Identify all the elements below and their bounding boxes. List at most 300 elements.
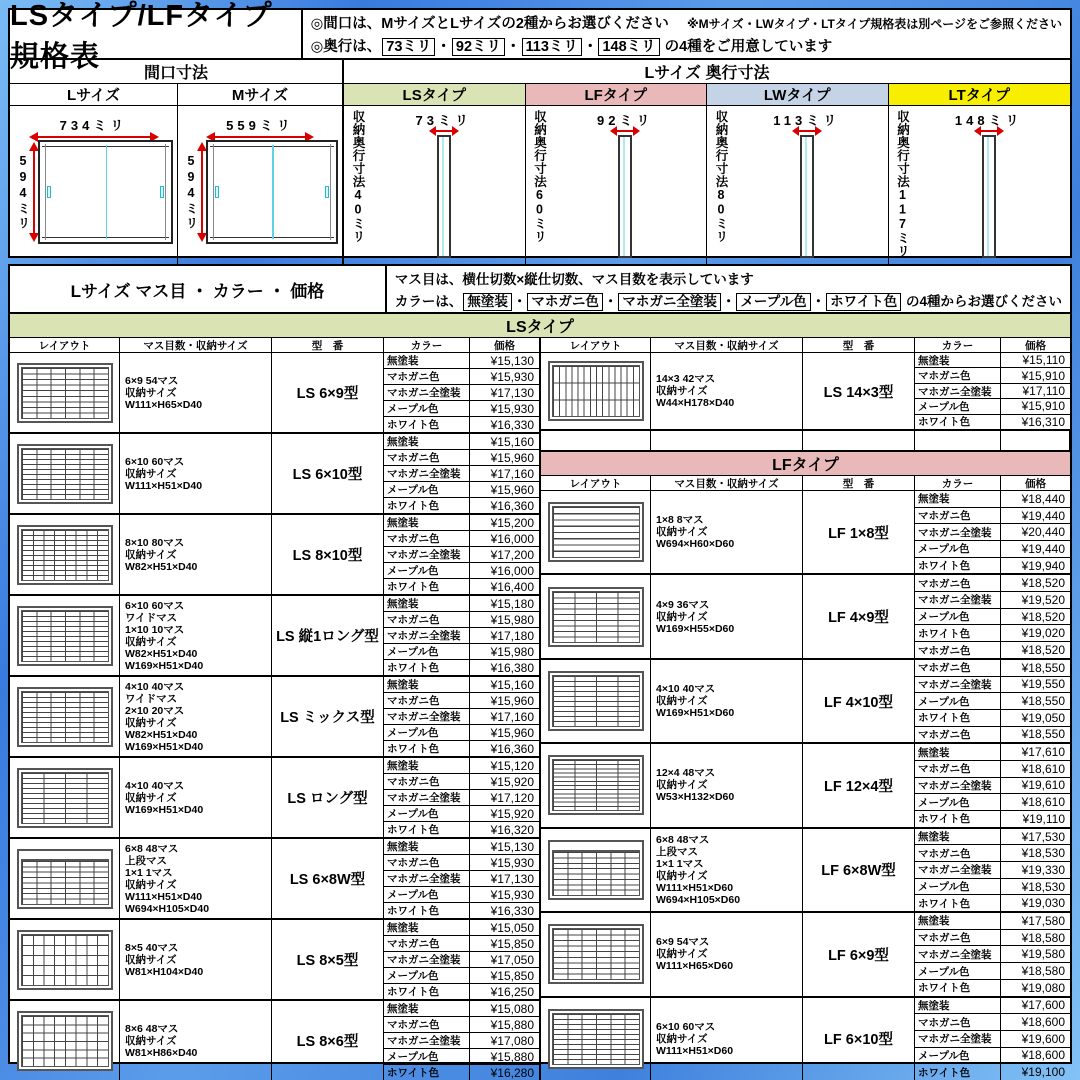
model-cell: LS 6×8W型	[272, 839, 384, 918]
spec-line: W82×H51×D40	[125, 560, 198, 573]
model-cell: LF 4×10型	[803, 660, 915, 742]
color-price-row	[915, 778, 1070, 795]
empty-cell	[541, 431, 651, 450]
color-price-block	[915, 744, 1070, 826]
empty-cell	[803, 431, 915, 450]
spec-line: 収納サイズ	[125, 386, 177, 399]
layout-thumbnail	[17, 930, 113, 990]
color-name-cell: メープル色	[384, 968, 470, 983]
color-price-row	[915, 727, 1070, 743]
product-row	[10, 758, 539, 839]
color-name-cell: 無塗装	[915, 829, 1001, 845]
price-cell: ¥15,910	[1021, 368, 1065, 383]
color-name-cell: ホワイト色	[915, 811, 1001, 827]
column-header: 価格	[1025, 339, 1046, 352]
depth-drawing-area	[910, 110, 1069, 258]
column-header: カラー	[915, 476, 1001, 490]
price-cell: ¥15,130	[490, 839, 534, 854]
page-title: LSタイプ/LFタイプ 規格表	[10, 10, 303, 58]
color-name-cell: マホガニ色	[384, 936, 470, 951]
color-name-cell: 無塗装	[384, 434, 470, 449]
layout-cell	[541, 575, 651, 657]
layout-cell	[541, 744, 651, 826]
width-arrow	[208, 136, 312, 138]
depth-dimension-label: 73ミリ	[415, 113, 472, 128]
spec-line: 1×1 1マス	[125, 866, 173, 879]
color-name-cell: マホガニ全塗装	[384, 547, 470, 562]
column-header: レイアウト	[541, 476, 651, 490]
color-price-row	[384, 434, 539, 450]
color-price-block	[384, 758, 539, 837]
column-header: マス目数・収納サイズ	[120, 338, 272, 352]
thumbnail-grid	[552, 1013, 640, 1065]
color-price-row	[384, 790, 539, 806]
width-dimension-label: 559ミリ	[226, 118, 294, 133]
color-price-row	[915, 541, 1070, 558]
spec-line: W111×H51×D60	[656, 881, 734, 894]
color-price-row	[384, 644, 539, 660]
color-name-cell: メープル色	[384, 887, 470, 902]
price-cell: ¥17,600	[1021, 998, 1065, 1013]
price-cell: ¥15,930	[490, 855, 534, 870]
color-price-row	[384, 741, 539, 756]
price-cell: ¥16,330	[490, 417, 534, 432]
color-name-cell: メープル色	[915, 609, 1001, 625]
empty-spacer-row	[541, 431, 1070, 451]
spec-line: 6×10 60マス	[125, 455, 185, 468]
price-cell: ¥15,160	[490, 434, 534, 449]
color-price-block	[915, 575, 1070, 657]
price-cell: ¥15,160	[490, 677, 534, 692]
spec-line: 上段マス	[656, 845, 698, 858]
color-price-row	[915, 963, 1070, 980]
color-name-cell: マホガニ色	[915, 508, 1001, 524]
color-name-cell: メープル色	[384, 401, 470, 416]
product-row	[541, 660, 1070, 744]
width-diagram-Mサイズ	[178, 106, 344, 264]
thumbnail-grid	[552, 365, 640, 417]
price-cell: ¥16,360	[490, 498, 534, 513]
model-cell: LF 4×9型	[803, 575, 915, 657]
spec-cell	[120, 515, 272, 594]
lf-type-band: LFタイプ	[541, 451, 1070, 476]
color-price-row	[384, 1001, 539, 1017]
spec-line: 6×10 60マス	[125, 599, 185, 612]
layout-cell	[541, 491, 651, 573]
price-cell: ¥18,550	[1021, 694, 1065, 709]
color-price-row	[384, 385, 539, 401]
spec-line: 4×10 40マス	[125, 680, 185, 693]
color-price-row	[384, 353, 539, 369]
color-option-list: 無塗装 ・ マホガニ色 ・ マホガニ全塗装 ・ メープル色 ・ ホワイト色	[462, 294, 902, 309]
color-price-row	[384, 903, 539, 918]
color-option-box: 無塗装	[463, 293, 512, 311]
color-name-cell: マホガニ色	[915, 845, 1001, 861]
color-price-row	[384, 968, 539, 984]
color-price-row	[915, 625, 1070, 642]
cabinet-left-frame	[45, 144, 46, 240]
spec-cell	[651, 353, 803, 429]
width-arrow-area	[10, 106, 177, 140]
color-price-block	[915, 829, 1070, 911]
column-header: カラー	[915, 338, 1001, 352]
color-name-cell: マホガニ全塗装	[384, 709, 470, 724]
color-name-cell: マホガニ色	[915, 642, 1001, 658]
color-name-cell: メープル色	[384, 806, 470, 821]
type-band-LSタイプ: LSタイプ	[344, 84, 526, 105]
color-name-cell: メープル色	[915, 794, 1001, 810]
color-name-cell: 無塗装	[915, 913, 1001, 929]
ls-type-band: LSタイプ	[10, 314, 1070, 338]
spec-header-sheet	[8, 0, 1072, 258]
color-name-cell: ホワイト色	[384, 1065, 470, 1080]
price-cell: ¥17,530	[1021, 829, 1065, 844]
layout-cell	[10, 677, 120, 756]
spec-cell	[651, 575, 803, 657]
price-cell: ¥18,610	[1021, 761, 1065, 776]
spec-cell	[120, 839, 272, 918]
price-cell: ¥19,100	[1021, 1065, 1065, 1080]
layout-thumbnail	[548, 671, 644, 731]
color-name-cell: マホガニ色	[915, 575, 1001, 591]
column-header: 型 番	[803, 338, 915, 352]
spec-line: 6×8 48マス	[656, 833, 710, 846]
color-name-cell: ホワイト色	[915, 1064, 1001, 1080]
spec-line: 収納サイズ	[656, 869, 708, 882]
price-cell: ¥19,610	[1021, 778, 1065, 793]
depth-drawing-area	[365, 110, 523, 258]
note-color-options	[395, 290, 1062, 311]
depth-arrow	[431, 130, 457, 132]
spec-line: 8×10 80マス	[125, 536, 185, 549]
spec-line: 2×10 20マス	[125, 704, 185, 717]
price-cell: ¥16,380	[490, 660, 534, 675]
spec-line: W111×H51×D40	[125, 890, 203, 903]
color-name-cell: マホガニ全塗装	[915, 778, 1001, 794]
spec-line: W44×H178×D40	[656, 397, 735, 409]
thumbnail-grid	[552, 851, 640, 896]
spec-line: 6×8 48マス	[125, 842, 179, 855]
color-name-cell: マホガニ全塗装	[915, 677, 1001, 693]
empty-cell	[651, 431, 803, 450]
column-header: 型 番	[803, 476, 915, 490]
color-price-row	[384, 563, 539, 579]
price-cell: ¥15,960	[490, 725, 534, 740]
color-price-row	[384, 677, 539, 693]
cabinet-area	[10, 140, 177, 248]
layout-cell	[10, 839, 120, 918]
spec-line: W82×H51×D40	[125, 728, 198, 741]
price-cell: ¥16,000	[490, 531, 534, 546]
depth-option-list: 73ミリ ・ 92ミリ ・ 113ミリ ・ 148ミリ	[381, 39, 660, 55]
pricing-notes	[387, 266, 1070, 312]
spec-line: 収納サイズ	[125, 548, 177, 561]
model-cell: LS 8×6型	[272, 1001, 384, 1080]
layout-thumbnail	[17, 849, 113, 909]
color-price-row	[384, 709, 539, 725]
spec-line: ワイドマス	[125, 692, 178, 705]
price-cell: ¥16,250	[490, 984, 534, 999]
color-name-cell: マホガニ全塗装	[915, 946, 1001, 962]
model-cell: LF 1×8型	[803, 491, 915, 573]
color-name-cell: 無塗装	[384, 1001, 470, 1016]
color-price-row	[915, 575, 1070, 592]
spec-line: W111×H51×D40	[125, 479, 203, 492]
color-price-row	[384, 1049, 539, 1065]
color-name-cell: マホガニ全塗装	[384, 790, 470, 805]
color-name-cell: ホワイト色	[915, 895, 1001, 911]
size-band-Mサイズ: Mサイズ	[178, 84, 344, 105]
price-cell: ¥17,160	[490, 709, 534, 724]
product-row	[10, 1001, 539, 1080]
color-price-row	[384, 612, 539, 628]
color-name-cell: ホワイト色	[384, 579, 470, 594]
model-cell: LF 6×8W型	[803, 829, 915, 911]
color-price-row	[384, 401, 539, 417]
color-price-row	[384, 887, 539, 903]
product-row	[541, 353, 1070, 431]
spec-line: 収納サイズ	[125, 635, 177, 648]
depth-diagram-LWタイプ	[707, 106, 889, 264]
price-cell: ¥15,200	[490, 515, 534, 530]
price-cell: ¥18,520	[1021, 643, 1065, 658]
price-cell: ¥16,330	[490, 903, 534, 918]
color-name-cell: 無塗装	[384, 353, 470, 368]
layout-cell	[10, 1001, 120, 1080]
color-price-row	[915, 592, 1070, 609]
spec-cell	[120, 434, 272, 513]
color-price-row	[915, 558, 1070, 574]
color-price-row	[915, 609, 1070, 626]
spec-line: 8×6 48マス	[125, 1022, 179, 1035]
depth-diagram-LFタイプ	[526, 106, 708, 264]
spec-line: 収納サイズ	[125, 467, 177, 480]
color-name-cell: マホガニ全塗装	[384, 952, 470, 967]
layout-thumbnail	[548, 361, 644, 421]
type-band-LTタイプ: LTタイプ	[889, 84, 1071, 105]
price-cell: ¥15,960	[490, 450, 534, 465]
price-cell: ¥15,850	[490, 936, 534, 951]
column-header: マス目数・収納サイズ	[651, 338, 803, 352]
note-color-suffix: の4種からお選びください	[902, 293, 1062, 309]
layout-thumbnail	[17, 1011, 113, 1071]
spec-line: 1×1 1マス	[656, 857, 704, 870]
spec-line: W694×H105×D40	[125, 902, 210, 915]
color-price-row	[915, 1014, 1070, 1031]
spec-line: W111×H51×D60	[656, 1044, 734, 1057]
color-price-row	[384, 498, 539, 513]
price-cell: ¥18,600	[1021, 1048, 1065, 1063]
price-cell: ¥15,880	[490, 1017, 534, 1032]
spec-cell	[120, 596, 272, 675]
price-cell: ¥18,550	[1021, 727, 1065, 742]
thumbnail-grid	[21, 367, 109, 419]
price-cell: ¥19,600	[1021, 1031, 1065, 1046]
color-price-row	[384, 482, 539, 498]
type-band-row	[10, 84, 1070, 106]
dimension-diagram-row	[10, 106, 1070, 264]
width-arrow	[31, 136, 157, 138]
price-cell: ¥17,080	[490, 1033, 534, 1048]
color-price-row	[384, 515, 539, 531]
price-cell: ¥15,920	[490, 774, 534, 789]
color-name-cell: 無塗装	[384, 839, 470, 854]
spec-line: 8×5 40マス	[125, 941, 179, 954]
model-cell: LF 6×10型	[803, 998, 915, 1080]
price-cell: ¥15,930	[490, 401, 534, 416]
color-price-row	[384, 806, 539, 822]
spec-line: W111×H65×D40	[125, 398, 203, 411]
thumbnail-grid	[21, 860, 109, 905]
column-header-row	[10, 338, 539, 353]
layout-thumbnail	[17, 687, 113, 747]
color-price-row	[915, 710, 1070, 727]
color-name-cell: メープル色	[384, 482, 470, 497]
color-price-row	[384, 952, 539, 968]
layout-cell	[10, 353, 120, 432]
price-cell: ¥17,130	[490, 385, 534, 400]
spec-cell	[120, 758, 272, 837]
depth-drawing-area	[728, 110, 886, 258]
price-cell: ¥15,050	[490, 920, 534, 935]
depth-dimension-label: 148ミリ	[954, 113, 1023, 128]
color-price-row	[915, 829, 1070, 846]
color-name-cell: マホガニ色	[384, 774, 470, 789]
layout-thumbnail	[548, 502, 644, 562]
spec-cell	[651, 491, 803, 573]
side-panel-drawing	[982, 135, 996, 258]
spec-line: 収納サイズ	[656, 526, 708, 539]
color-price-row	[915, 998, 1070, 1015]
spec-line: W81×H86×D40	[125, 1046, 198, 1059]
price-cell: ¥20,440	[1021, 525, 1065, 540]
color-name-cell: メープル色	[915, 399, 1001, 413]
color-name-cell: ホワイト色	[915, 980, 1001, 996]
color-option-box: ホワイト色	[826, 293, 901, 311]
price-cell: ¥15,180	[490, 596, 534, 611]
cabinet-right-handle	[325, 186, 329, 198]
width-dimension-label: 734ミリ	[59, 118, 128, 133]
color-price-block	[384, 353, 539, 432]
color-price-row	[915, 980, 1070, 996]
price-cell: ¥16,400	[490, 579, 534, 594]
price-cell: ¥19,520	[1021, 592, 1065, 607]
color-name-cell: メープル色	[384, 725, 470, 740]
spec-line: ワイドマス	[125, 611, 178, 624]
color-price-row	[384, 871, 539, 887]
color-name-cell: マホガニ全塗装	[384, 466, 470, 481]
column-header: マス目数・収納サイズ	[651, 476, 803, 490]
layout-thumbnail	[548, 1009, 644, 1069]
color-price-row	[915, 660, 1070, 677]
color-price-row	[384, 1017, 539, 1033]
color-name-cell: メープル色	[915, 879, 1001, 895]
price-cell: ¥19,030	[1021, 896, 1065, 911]
spec-line: 収納サイズ	[125, 716, 177, 729]
price-cell: ¥17,610	[1021, 745, 1065, 760]
price-cell: ¥15,960	[490, 482, 534, 497]
color-price-row	[915, 508, 1070, 525]
layout-thumbnail	[17, 363, 113, 423]
color-name-cell: ホワイト色	[384, 741, 470, 756]
spec-line: 収納サイズ	[125, 791, 177, 804]
spec-line: 収納サイズ	[656, 948, 708, 961]
price-cell: ¥19,110	[1022, 811, 1065, 826]
spec-cell	[651, 660, 803, 742]
cabinet-drawing	[206, 140, 338, 244]
note-width-options	[311, 12, 1062, 33]
width-arrow-area	[178, 106, 342, 140]
layout-thumbnail	[17, 768, 113, 828]
price-table-sheet	[8, 264, 1072, 1080]
color-name-cell: マホガニ色	[384, 369, 470, 384]
color-price-row	[384, 628, 539, 644]
price-cell: ¥19,580	[1021, 947, 1065, 962]
price-cell: ¥17,200	[490, 547, 534, 562]
layout-thumbnail	[548, 587, 644, 647]
spec-line: 収納サイズ	[125, 953, 177, 966]
product-row	[10, 434, 539, 515]
color-price-row	[915, 862, 1070, 879]
color-name-cell: ホワイト色	[384, 498, 470, 513]
product-row	[541, 575, 1070, 659]
depth-section-header: Lサイズ 奥行寸法	[644, 65, 770, 82]
spec-line: W82×H51×D40	[125, 647, 198, 660]
spec-line: W169×H51×D60	[656, 707, 735, 720]
thumbnail-grid	[21, 448, 109, 500]
model-cell: LF 6×9型	[803, 913, 915, 995]
width-diagram-Lサイズ	[10, 106, 178, 264]
color-name-cell: マホガニ全塗装	[384, 628, 470, 643]
color-price-row	[384, 725, 539, 741]
spec-cell	[651, 829, 803, 911]
color-name-cell: ホワイト色	[915, 558, 1001, 574]
side-panel-drawing	[800, 135, 814, 258]
spec-line: 4×10 40マス	[125, 779, 185, 792]
cabinet-center-divider	[272, 145, 274, 239]
color-price-block	[384, 1001, 539, 1080]
color-price-row	[915, 930, 1070, 947]
price-cell: ¥19,080	[1021, 980, 1065, 995]
color-price-block	[915, 491, 1070, 573]
cabinet-left-handle	[215, 186, 219, 198]
price-cell: ¥15,130	[490, 353, 534, 368]
size-band-Lサイズ: Lサイズ	[10, 84, 178, 105]
width-section-header: 間口寸法	[10, 60, 344, 83]
layout-cell	[10, 758, 120, 837]
spec-cell	[120, 920, 272, 999]
thumbnail-grid	[552, 928, 640, 980]
price-cell: ¥18,580	[1021, 930, 1065, 945]
spec-line: 収納サイズ	[656, 695, 708, 708]
color-name-cell: マホガニ色	[384, 531, 470, 546]
spec-line: W111×H65×D60	[656, 960, 734, 973]
price-cell: ¥17,130	[490, 871, 534, 886]
color-price-row	[915, 744, 1070, 761]
color-name-cell: マホガニ色	[384, 1017, 470, 1032]
spec-line: W694×H60×D60	[656, 538, 735, 551]
color-name-cell: マホガニ全塗装	[915, 1031, 1001, 1047]
thumbnail-grid	[552, 591, 640, 643]
color-price-row	[384, 855, 539, 871]
price-cell: ¥19,440	[1021, 508, 1065, 523]
column-header: レイアウト	[541, 338, 651, 352]
price-cell: ¥15,980	[490, 644, 534, 659]
color-price-row	[915, 913, 1070, 930]
column-header-row	[541, 476, 1070, 491]
color-price-row	[384, 920, 539, 936]
empty-cell	[915, 431, 1001, 450]
